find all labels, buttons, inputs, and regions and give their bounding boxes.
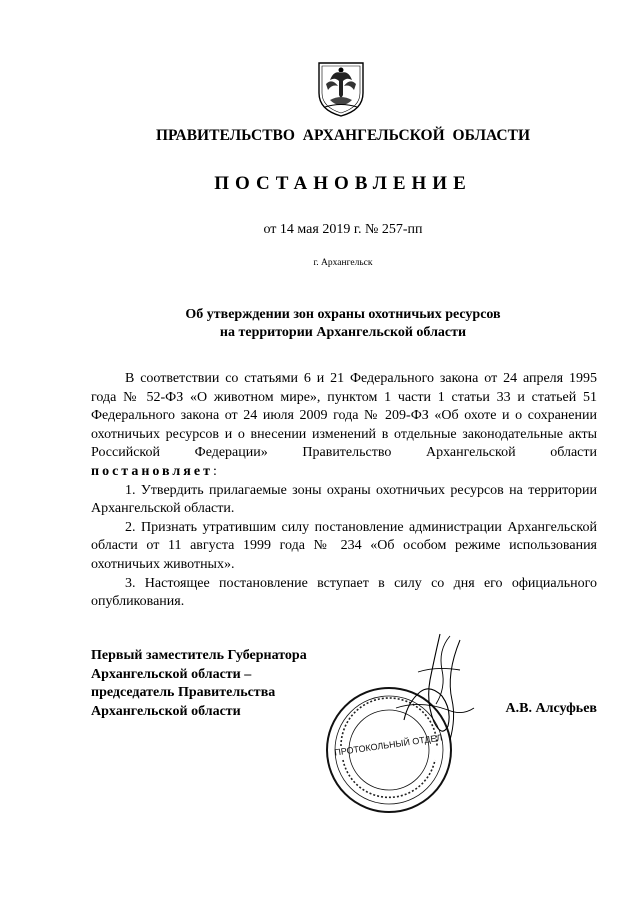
subject-line-1: Об утверждении зон охраны охотничьих ресурсов [185, 307, 501, 322]
item-3: 3. Настоящее постановление вступает в силу со дня его официального опубликования. [91, 575, 597, 610]
document-type: ПОСТАНОВЛЕНИЕ [214, 173, 472, 194]
resolves-word: постановляет [91, 463, 213, 479]
document-body [91, 370, 597, 612]
signer-name: А.В. Алсуфьев [505, 701, 597, 716]
document-city: г. Архангельск [313, 258, 373, 268]
signer-title-line-2: Архангельской области – [91, 666, 252, 682]
signer-title-line-4: Архангельской области [91, 703, 241, 719]
item-1: 1. Утвердить прилагаемые зоны охраны охотничьих ресурсов на территории Архангельской области. [91, 482, 597, 517]
document-date-number: от 14 мая 2019 г. № 257-пп [263, 222, 423, 237]
seal-text: ПРОТОКОЛЬНЫЙ ОТДЕЛ [333, 732, 443, 758]
signer-title-line-1: Первый заместитель Губернатора [91, 648, 307, 663]
item-2: 2. Признать утратившим силу постановление администрации Архангельской области от 11 августа 1999 года № 234 «Об особом режиме использования охотничьих животных». [91, 519, 597, 572]
subject-line-2: на территории Архангельской области [219, 325, 467, 340]
signer-title-line-3: председатель Правительства [91, 685, 276, 701]
document-subject [0, 306, 640, 342]
government-name: ПРАВИТЕЛЬСТВО АРХАНГЕЛЬСКОЙ ОБЛАСТИ [155, 127, 530, 144]
preamble-paragraph: В соответствии со статьями 6 и 21 Федерального закона от 24 апреля 1995 года № 52-ФЗ «О животном мире», пунктом 1 части 1 статьи 33 и статьей 51 Федерального закона от 24 июля 2009 года № 209-ФЗ «Об охоте и о сохранении охотничьих ресурсов и о внесении изменений в отдельные законодательные акты Российской Федерации» Правительство Архангельской области постановляет: [91, 371, 597, 479]
coat-of-arms-icon [316, 60, 366, 118]
handwritten-signature [390, 630, 480, 750]
signer-title [91, 647, 351, 721]
preamble-text: В соответствии со статьями 6 и 21 Федерального закона от 24 апреля 1995 года № 52-ФЗ «О животном мире», пунктом 1 части 1 статьи 33 и статьей 51 Федерального закона от 24 июля 2009 года № 209-ФЗ «Об охоте и о сохранении охотничьих ресурсов и о внесении изменений в отдельные законодательные акты Российской Федерации» Правительство Архангельской области [91, 371, 597, 461]
